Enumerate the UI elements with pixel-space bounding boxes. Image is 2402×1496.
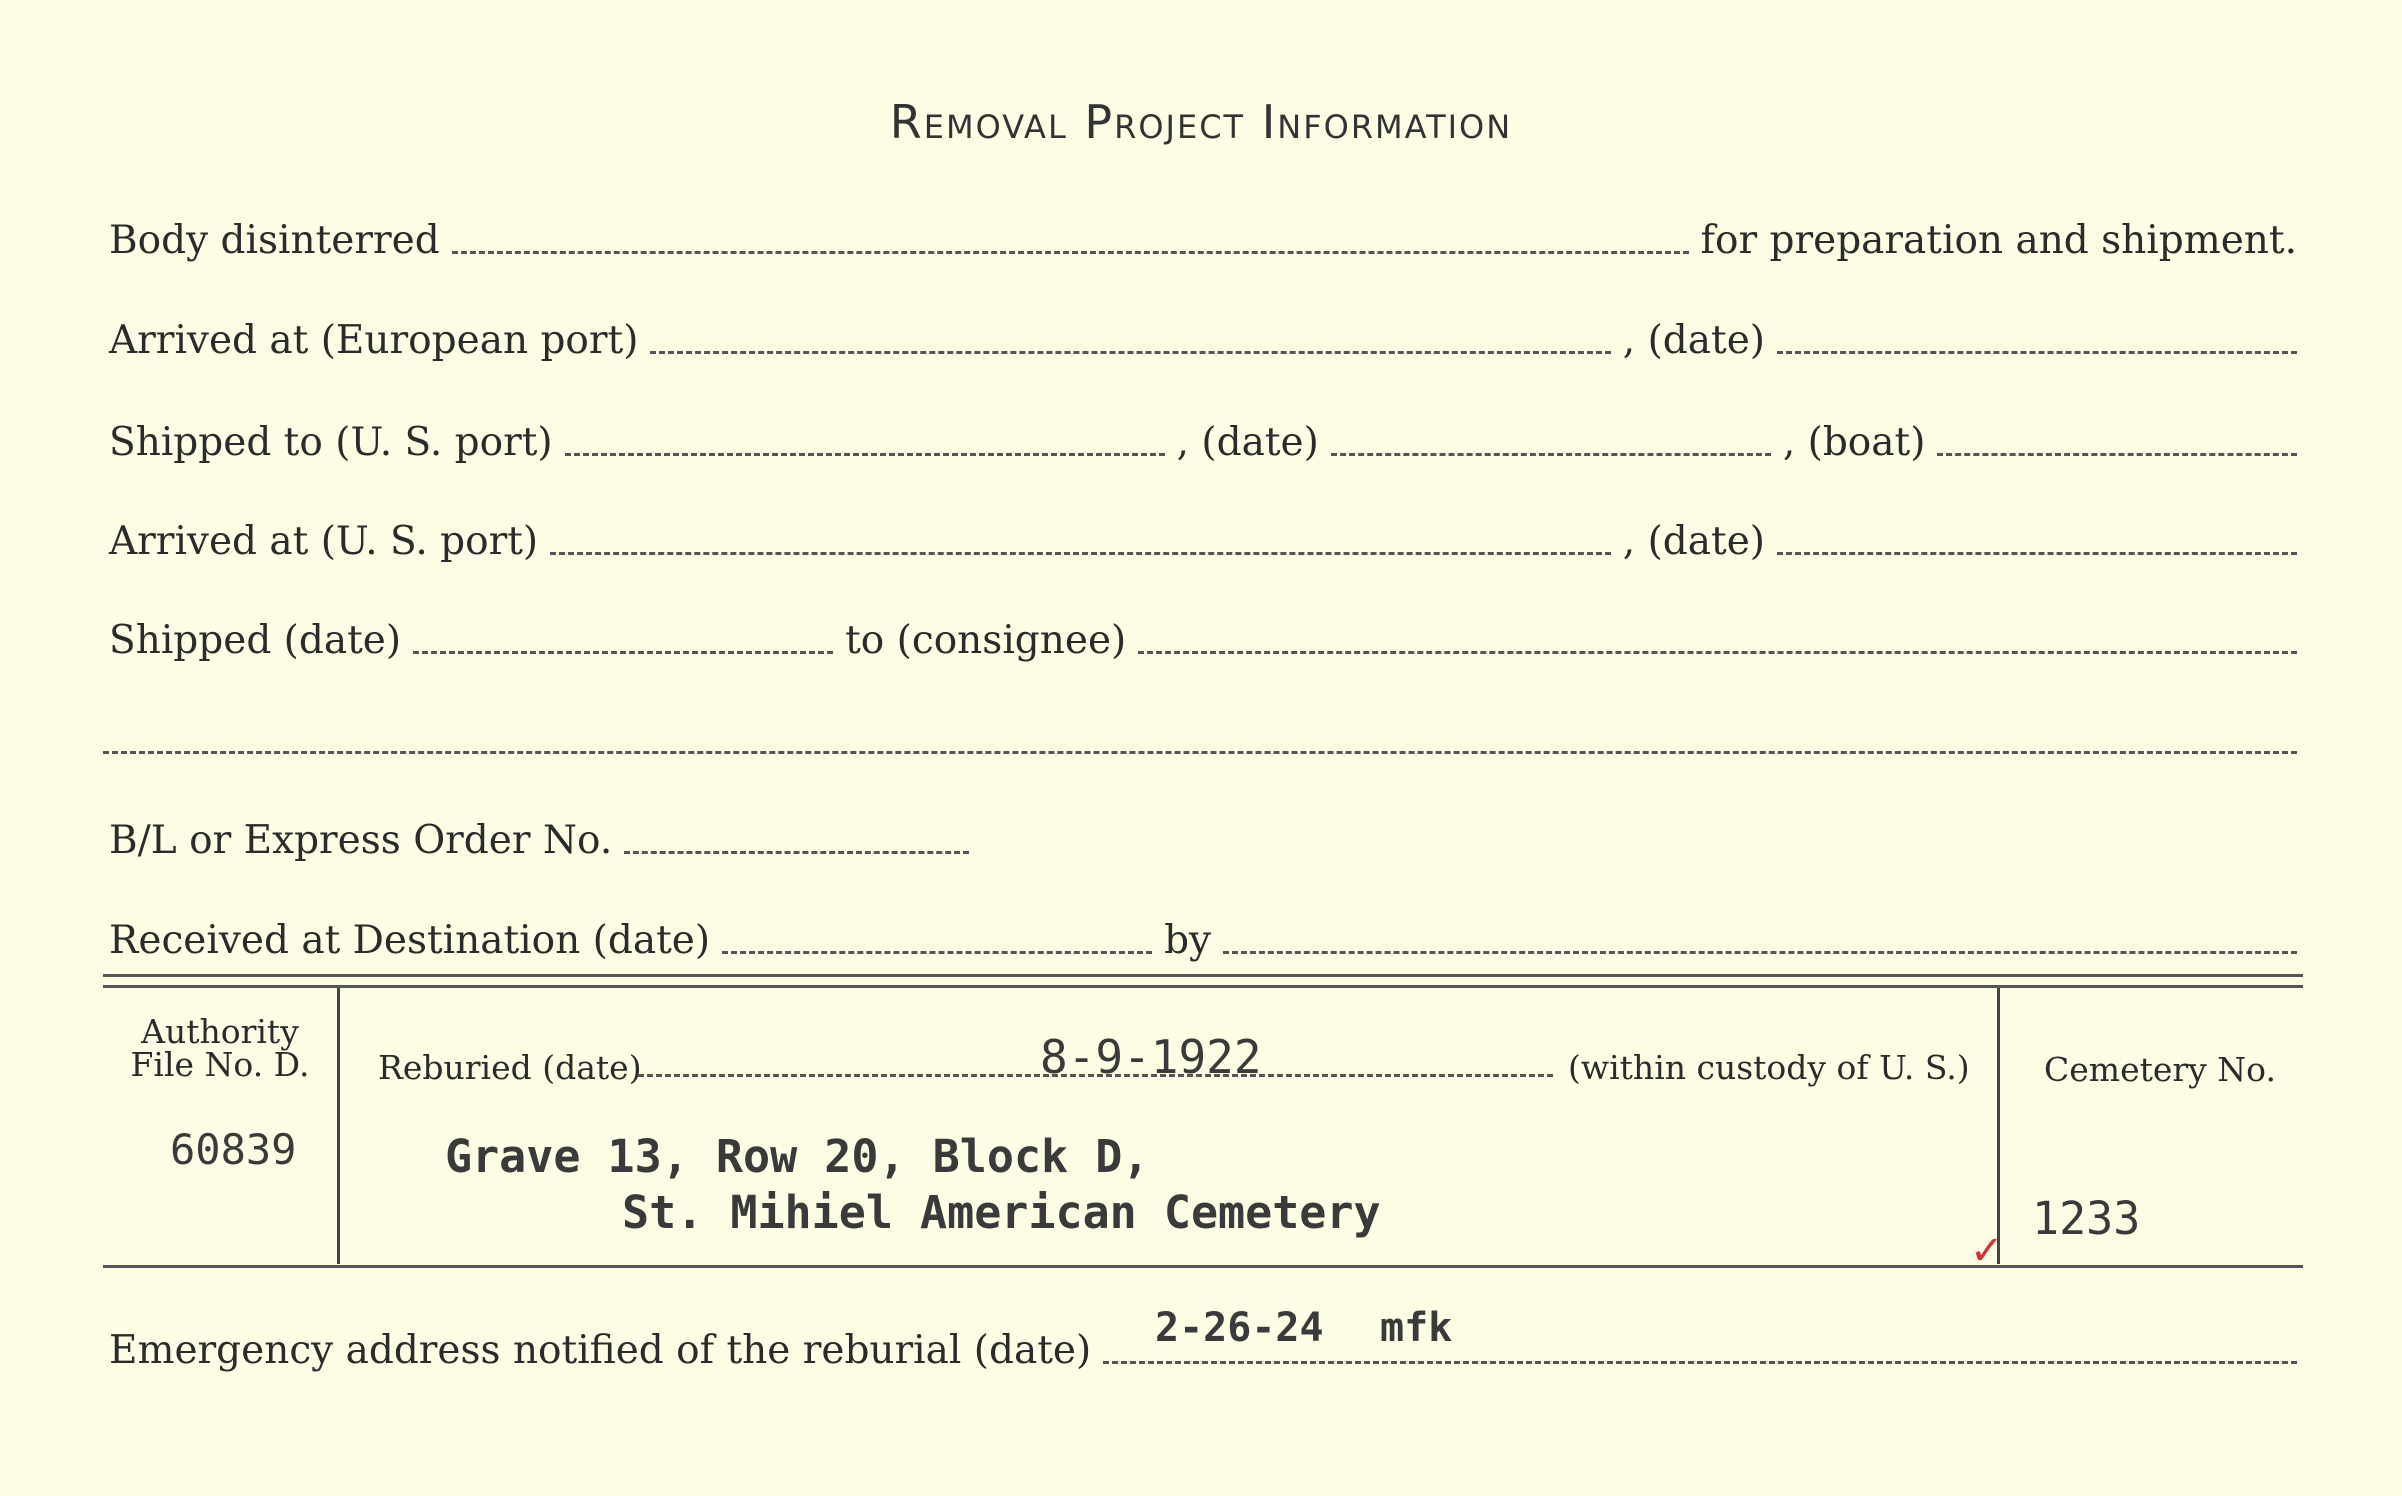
emergency-date-value: 2-26-24: [1155, 1305, 1324, 1351]
shipped-us-date-label: , (date): [1176, 420, 1319, 465]
bl-row: [103, 790, 2303, 863]
consignee-continuation-field[interactable]: [103, 751, 2297, 754]
received-row: [103, 890, 2303, 963]
shipped-us-date-field[interactable]: [1331, 453, 1771, 456]
reburied-label: Reburied (date): [378, 1048, 642, 1087]
shipped-us-port-field[interactable]: [565, 453, 1165, 456]
arrived-us-date-label: , (date): [1622, 519, 1765, 564]
body-disinterred-suffix: for preparation and shipment.: [1700, 218, 2297, 263]
cemetery-number-value: 1233: [2032, 1192, 2141, 1245]
bl-label: B/L or Express Order No.: [109, 818, 613, 863]
red-check-mark: ✓: [1970, 1228, 2004, 1274]
box-right-divider: [1997, 988, 2000, 1264]
authority-label: [110, 1012, 330, 1084]
consignee-field[interactable]: [1138, 651, 2297, 654]
arrived-european-port-field[interactable]: [650, 351, 1610, 354]
custody-label: (within custody of U. S.): [1568, 1048, 1970, 1087]
arrived-us-row: [103, 491, 2303, 564]
authority-file-number: 60839: [170, 1125, 297, 1174]
arrived-us-label: Arrived at (U. S. port): [109, 519, 539, 564]
boat-label: , (boat): [1782, 420, 1926, 465]
body-disinterred-label: Body disinterred: [109, 218, 440, 263]
emergency-label: Emergency address notified of the reburial (date): [109, 1328, 1092, 1373]
shipped-date-row: [103, 590, 2303, 663]
authority-label-line1: Authority: [141, 1012, 299, 1051]
received-by-field[interactable]: [1223, 951, 2297, 954]
grave-location-line2: St. Mihiel American Cemetery: [622, 1186, 1381, 1239]
consignee-label: to (consignee): [845, 618, 1127, 663]
consignee-continuation-row: [103, 690, 2303, 760]
arrived-us-port-field[interactable]: [550, 552, 1611, 555]
cemetery-number-label: Cemetery No.: [2044, 1050, 2276, 1089]
shipped-us-label: Shipped to (U. S. port): [109, 420, 553, 465]
by-label: by: [1164, 918, 1212, 963]
emergency-date-field[interactable]: [1103, 1361, 2297, 1364]
grave-location-line1: Grave 13, Row 20, Block D,: [445, 1130, 1150, 1183]
arrived-european-label: Arrived at (European port): [109, 318, 639, 363]
box-top-rule: [103, 974, 2303, 988]
shipped-date-label: Shipped (date): [109, 618, 402, 663]
box-left-divider: [337, 988, 340, 1264]
arrived-european-row: [103, 290, 2303, 363]
shipped-date-field[interactable]: [413, 651, 833, 654]
shipped-us-row: [103, 392, 2303, 465]
emergency-initials: mfk: [1380, 1305, 1453, 1351]
boat-field[interactable]: [1937, 453, 2297, 456]
received-label: Received at Destination (date): [109, 918, 711, 963]
authority-label-line2: File No. D.: [130, 1045, 310, 1084]
reburied-date-value: 8-9-1922: [1040, 1030, 1262, 1084]
arrived-us-date-field[interactable]: [1777, 552, 2297, 555]
arrived-european-date-label: , (date): [1622, 318, 1765, 363]
bl-field[interactable]: [624, 851, 969, 854]
received-date-field[interactable]: [722, 951, 1152, 954]
arrived-european-date-field[interactable]: [1777, 351, 2297, 354]
page-title: Removal Project Information: [889, 95, 1513, 149]
body-disinterred-row: [103, 190, 2303, 263]
body-disinterred-field[interactable]: [452, 251, 1689, 254]
